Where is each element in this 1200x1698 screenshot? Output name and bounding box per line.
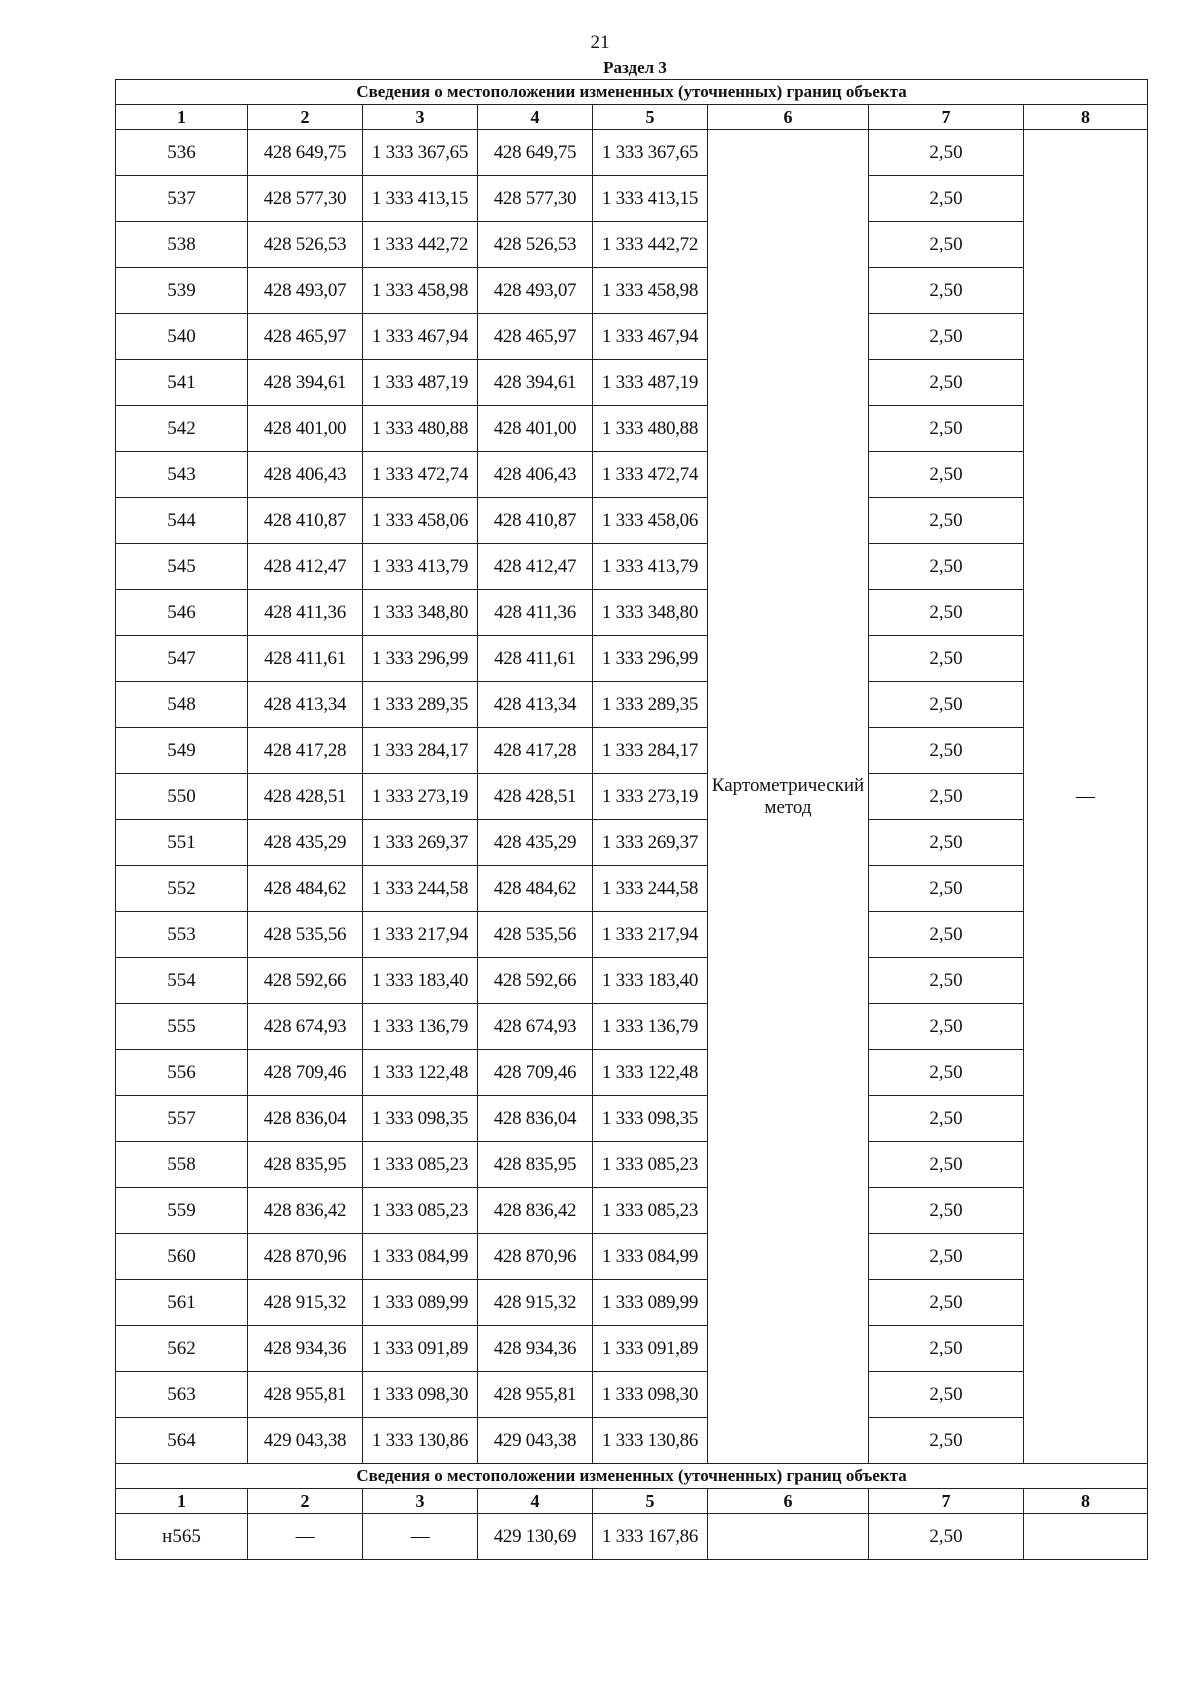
table-row (116, 1188, 1148, 1234)
coordinate-cell: 428 836,42 (478, 1188, 593, 1234)
coordinate-cell: 428 870,96 (478, 1234, 593, 1280)
column-number: 6 (708, 1489, 869, 1514)
coordinate-cell: 428 412,47 (248, 544, 363, 590)
coordinate-cell: 1 333 296,99 (363, 636, 478, 682)
accuracy-cell: 2,50 (869, 774, 1024, 820)
column-number: 3 (363, 105, 478, 130)
coordinate-cell: 428 577,30 (478, 176, 593, 222)
coordinate-cell: 428 955,81 (478, 1372, 593, 1418)
point-number-cell: 539 (116, 268, 248, 314)
coordinate-cell: 428 435,29 (478, 820, 593, 866)
accuracy-cell: 2,50 (869, 222, 1024, 268)
point-number-cell: 547 (116, 636, 248, 682)
coordinate-cell: 428 649,75 (248, 130, 363, 176)
coordinate-cell: 1 333 084,99 (593, 1234, 708, 1280)
coordinate-cell: 428 428,51 (478, 774, 593, 820)
table-row (116, 406, 1148, 452)
coordinate-cell: 1 333 130,86 (593, 1418, 708, 1464)
accuracy-cell: 2,50 (869, 1188, 1024, 1234)
coordinate-cell: 1 333 273,19 (363, 774, 478, 820)
point-number-cell: 558 (116, 1142, 248, 1188)
accuracy-cell: 2,50 (869, 1326, 1024, 1372)
coordinate-cell: 428 417,28 (478, 728, 593, 774)
accuracy-cell: 2,50 (869, 314, 1024, 360)
column-number: 7 (869, 105, 1024, 130)
coordinate-cell: — (363, 1514, 478, 1560)
coordinate-cell: 428 649,75 (478, 130, 593, 176)
method-cell: Картометрический метод (708, 130, 869, 1464)
coordinate-cell: 428 870,96 (248, 1234, 363, 1280)
column-number: 2 (248, 1489, 363, 1514)
boundary-table (115, 79, 1148, 1560)
coordinate-cell: 1 333 244,58 (363, 866, 478, 912)
description-cell: — (1024, 130, 1148, 1464)
point-number-cell: 563 (116, 1372, 248, 1418)
point-number-cell: 550 (116, 774, 248, 820)
coordinate-cell: 1 333 284,17 (363, 728, 478, 774)
column-number: 5 (593, 105, 708, 130)
accuracy-cell: 2,50 (869, 1514, 1024, 1560)
coordinate-cell: 428 577,30 (248, 176, 363, 222)
coordinate-cell: 1 333 085,23 (363, 1188, 478, 1234)
point-number-cell: 552 (116, 866, 248, 912)
table-heading: Сведения о местоположении измененных (уточненных) границ объекта (116, 1464, 1148, 1489)
coordinate-cell: 1 333 098,30 (363, 1372, 478, 1418)
coordinate-cell: 1 333 284,17 (593, 728, 708, 774)
coordinate-cell: 429 130,69 (478, 1514, 593, 1560)
coordinate-cell: 1 333 480,88 (363, 406, 478, 452)
coordinate-cell: 1 333 167,86 (593, 1514, 708, 1560)
table-heading-row (116, 80, 1148, 105)
accuracy-cell: 2,50 (869, 1372, 1024, 1418)
table-row (116, 498, 1148, 544)
coordinate-cell: 428 428,51 (248, 774, 363, 820)
coordinate-cell: 1 333 442,72 (593, 222, 708, 268)
coordinate-cell: 428 836,04 (248, 1096, 363, 1142)
coordinate-cell: 428 709,46 (248, 1050, 363, 1096)
coordinate-cell: 428 465,97 (478, 314, 593, 360)
table-row (116, 452, 1148, 498)
coordinate-cell: 1 333 487,19 (363, 360, 478, 406)
coordinate-cell: 1 333 269,37 (363, 820, 478, 866)
coordinate-cell: 1 333 183,40 (363, 958, 478, 1004)
coordinate-cell: 1 333 458,06 (593, 498, 708, 544)
point-number-cell: н565 (116, 1514, 248, 1560)
coordinate-cell: 428 526,53 (478, 222, 593, 268)
coordinate-cell: 1 333 348,80 (593, 590, 708, 636)
coordinate-cell: 1 333 472,74 (593, 452, 708, 498)
table-row (116, 130, 1148, 176)
coordinate-cell: 1 333 413,15 (593, 176, 708, 222)
accuracy-cell: 2,50 (869, 176, 1024, 222)
point-number-cell: 544 (116, 498, 248, 544)
column-number: 6 (708, 105, 869, 130)
coordinate-cell: 1 333 458,98 (363, 268, 478, 314)
coordinate-cell: 1 333 467,94 (363, 314, 478, 360)
table-row (116, 728, 1148, 774)
accuracy-cell: 2,50 (869, 1050, 1024, 1096)
accuracy-cell: 2,50 (869, 728, 1024, 774)
column-number: 7 (869, 1489, 1024, 1514)
column-number: 1 (116, 1489, 248, 1514)
column-number-row (116, 1489, 1148, 1514)
coordinate-cell: 1 333 122,48 (593, 1050, 708, 1096)
table-row (116, 544, 1148, 590)
coordinate-cell: 428 592,66 (478, 958, 593, 1004)
coordinate-cell: 428 915,32 (478, 1280, 593, 1326)
coordinate-cell: 428 401,00 (248, 406, 363, 452)
coordinate-cell: 428 401,00 (478, 406, 593, 452)
coordinate-cell: 1 333 098,30 (593, 1372, 708, 1418)
coordinate-cell: 428 493,07 (248, 268, 363, 314)
column-number: 5 (593, 1489, 708, 1514)
accuracy-cell: 2,50 (869, 682, 1024, 728)
table-row (116, 268, 1148, 314)
coordinate-cell: 1 333 487,19 (593, 360, 708, 406)
coordinate-cell: 1 333 296,99 (593, 636, 708, 682)
accuracy-cell: 2,50 (869, 636, 1024, 682)
point-number-cell: 548 (116, 682, 248, 728)
coordinate-cell: 1 333 269,37 (593, 820, 708, 866)
coordinate-cell: 428 465,97 (248, 314, 363, 360)
coordinate-cell: 428 484,62 (478, 866, 593, 912)
coordinate-cell: 428 394,61 (248, 360, 363, 406)
table-row (116, 590, 1148, 636)
coordinate-cell: 1 333 367,65 (363, 130, 478, 176)
accuracy-cell: 2,50 (869, 498, 1024, 544)
point-number-cell: 549 (116, 728, 248, 774)
coordinate-cell: 1 333 480,88 (593, 406, 708, 452)
accuracy-cell: 2,50 (869, 590, 1024, 636)
coordinate-cell: 428 435,29 (248, 820, 363, 866)
point-number-cell: 555 (116, 1004, 248, 1050)
table-row (116, 360, 1148, 406)
point-number-cell: 537 (116, 176, 248, 222)
coordinate-cell: 428 535,56 (248, 912, 363, 958)
coordinate-cell: 1 333 273,19 (593, 774, 708, 820)
accuracy-cell: 2,50 (869, 912, 1024, 958)
point-number-cell: 538 (116, 222, 248, 268)
description-cell (1024, 1514, 1148, 1560)
coordinate-cell: 1 333 217,94 (593, 912, 708, 958)
coordinate-cell: 1 333 244,58 (593, 866, 708, 912)
coordinate-cell: 428 955,81 (248, 1372, 363, 1418)
table-row (116, 682, 1148, 728)
table-row (116, 636, 1148, 682)
coordinate-cell: 1 333 091,89 (593, 1326, 708, 1372)
coordinate-cell: 1 333 413,79 (593, 544, 708, 590)
table-row (116, 774, 1148, 820)
point-number-cell: 551 (116, 820, 248, 866)
coordinate-cell: 1 333 122,48 (363, 1050, 478, 1096)
coordinate-cell: 428 417,28 (248, 728, 363, 774)
coordinate-cell: 428 592,66 (248, 958, 363, 1004)
table-row (116, 1372, 1148, 1418)
coordinate-cell: 1 333 136,79 (593, 1004, 708, 1050)
coordinate-cell: 428 411,36 (248, 590, 363, 636)
coordinate-cell: 1 333 084,99 (363, 1234, 478, 1280)
table-row (116, 958, 1148, 1004)
column-number: 2 (248, 105, 363, 130)
accuracy-cell: 2,50 (869, 268, 1024, 314)
coordinate-cell: 1 333 217,94 (363, 912, 478, 958)
point-number-cell: 545 (116, 544, 248, 590)
table-row (116, 1280, 1148, 1326)
coordinate-cell: 1 333 289,35 (593, 682, 708, 728)
coordinate-cell: 1 333 130,86 (363, 1418, 478, 1464)
point-number-cell: 562 (116, 1326, 248, 1372)
coordinate-cell: 1 333 098,35 (363, 1096, 478, 1142)
method-cell (708, 1514, 869, 1560)
coordinate-cell: 1 333 442,72 (363, 222, 478, 268)
point-number-cell: 561 (116, 1280, 248, 1326)
accuracy-cell: 2,50 (869, 130, 1024, 176)
coordinate-cell: 428 836,42 (248, 1188, 363, 1234)
column-number: 8 (1024, 105, 1148, 130)
coordinate-cell: 428 934,36 (248, 1326, 363, 1372)
accuracy-cell: 2,50 (869, 1234, 1024, 1280)
accuracy-cell: 2,50 (869, 1142, 1024, 1188)
point-number-cell: 536 (116, 130, 248, 176)
column-number: 8 (1024, 1489, 1148, 1514)
coordinate-cell: 1 333 085,23 (363, 1142, 478, 1188)
table-row (116, 1050, 1148, 1096)
coordinate-cell: 1 333 089,99 (593, 1280, 708, 1326)
coordinate-cell: 428 835,95 (478, 1142, 593, 1188)
coordinate-cell: 428 674,93 (478, 1004, 593, 1050)
column-number: 4 (478, 1489, 593, 1514)
coordinate-cell: 1 333 458,06 (363, 498, 478, 544)
coordinate-cell: 428 406,43 (478, 452, 593, 498)
coordinate-cell: 428 484,62 (248, 866, 363, 912)
column-number: 1 (116, 105, 248, 130)
accuracy-cell: 2,50 (869, 1096, 1024, 1142)
coordinate-cell: 1 333 085,23 (593, 1142, 708, 1188)
point-number-cell: 560 (116, 1234, 248, 1280)
column-number: 4 (478, 105, 593, 130)
point-number-cell: 546 (116, 590, 248, 636)
coordinate-cell: 1 333 136,79 (363, 1004, 478, 1050)
coordinate-cell: 429 043,38 (248, 1418, 363, 1464)
accuracy-cell: 2,50 (869, 452, 1024, 498)
coordinate-cell: 1 333 183,40 (593, 958, 708, 1004)
coordinate-cell: 1 333 413,79 (363, 544, 478, 590)
coordinate-cell: 428 413,34 (248, 682, 363, 728)
accuracy-cell: 2,50 (869, 406, 1024, 452)
table-row (116, 222, 1148, 268)
table-row (116, 820, 1148, 866)
table-row (116, 912, 1148, 958)
accuracy-cell: 2,50 (869, 360, 1024, 406)
coordinate-cell: 1 333 413,15 (363, 176, 478, 222)
coordinate-cell: 428 411,36 (478, 590, 593, 636)
table-heading-row (116, 1464, 1148, 1489)
coordinate-cell: 428 674,93 (248, 1004, 363, 1050)
coordinate-cell: 428 394,61 (478, 360, 593, 406)
accuracy-cell: 2,50 (869, 1280, 1024, 1326)
table-row (116, 1004, 1148, 1050)
coordinate-cell: 428 934,36 (478, 1326, 593, 1372)
table-row (116, 1514, 1148, 1560)
accuracy-cell: 2,50 (869, 1004, 1024, 1050)
point-number-cell: 542 (116, 406, 248, 452)
coordinate-cell: 1 333 089,99 (363, 1280, 478, 1326)
table-row (116, 176, 1148, 222)
coordinate-cell: 428 406,43 (248, 452, 363, 498)
point-number-cell: 540 (116, 314, 248, 360)
coordinate-cell: 1 333 091,89 (363, 1326, 478, 1372)
table-row (116, 1142, 1148, 1188)
table-row (116, 1096, 1148, 1142)
point-number-cell: 553 (116, 912, 248, 958)
table-row (116, 1418, 1148, 1464)
coordinate-cell: 1 333 085,23 (593, 1188, 708, 1234)
table-row (116, 1234, 1148, 1280)
coordinate-cell: 1 333 458,98 (593, 268, 708, 314)
coordinate-cell: 428 410,87 (248, 498, 363, 544)
point-number-cell: 559 (116, 1188, 248, 1234)
accuracy-cell: 2,50 (869, 544, 1024, 590)
point-number-cell: 543 (116, 452, 248, 498)
accuracy-cell: 2,50 (869, 1418, 1024, 1464)
column-number: 3 (363, 1489, 478, 1514)
coordinate-cell: 428 413,34 (478, 682, 593, 728)
coordinate-cell: 428 535,56 (478, 912, 593, 958)
coordinate-cell: 429 043,38 (478, 1418, 593, 1464)
table-row (116, 314, 1148, 360)
coordinate-cell: 428 835,95 (248, 1142, 363, 1188)
point-number-cell: 541 (116, 360, 248, 406)
coordinate-cell: — (248, 1514, 363, 1560)
point-number-cell: 564 (116, 1418, 248, 1464)
coordinate-cell: 428 709,46 (478, 1050, 593, 1096)
section-title: Раздел 3 (603, 58, 667, 77)
table-heading: Сведения о местоположении измененных (уточненных) границ объекта (116, 80, 1148, 105)
coordinate-cell: 1 333 098,35 (593, 1096, 708, 1142)
table-row (116, 866, 1148, 912)
coordinate-cell: 428 411,61 (248, 636, 363, 682)
table-row (116, 1326, 1148, 1372)
coordinate-cell: 428 915,32 (248, 1280, 363, 1326)
coordinate-cell: 428 526,53 (248, 222, 363, 268)
point-number-cell: 554 (116, 958, 248, 1004)
coordinate-cell: 428 410,87 (478, 498, 593, 544)
coordinate-cell: 428 493,07 (478, 268, 593, 314)
coordinate-cell: 1 333 467,94 (593, 314, 708, 360)
coordinate-cell: 1 333 367,65 (593, 130, 708, 176)
coordinate-cell: 1 333 472,74 (363, 452, 478, 498)
point-number-cell: 556 (116, 1050, 248, 1096)
accuracy-cell: 2,50 (869, 866, 1024, 912)
coordinate-cell: 428 836,04 (478, 1096, 593, 1142)
coordinate-cell: 428 411,61 (478, 636, 593, 682)
point-number-cell: 557 (116, 1096, 248, 1142)
accuracy-cell: 2,50 (869, 820, 1024, 866)
page-number: 21 (590, 32, 610, 53)
coordinate-cell: 1 333 289,35 (363, 682, 478, 728)
accuracy-cell: 2,50 (869, 958, 1024, 1004)
coordinate-cell: 1 333 348,80 (363, 590, 478, 636)
column-number-row (116, 105, 1148, 130)
coordinate-cell: 428 412,47 (478, 544, 593, 590)
